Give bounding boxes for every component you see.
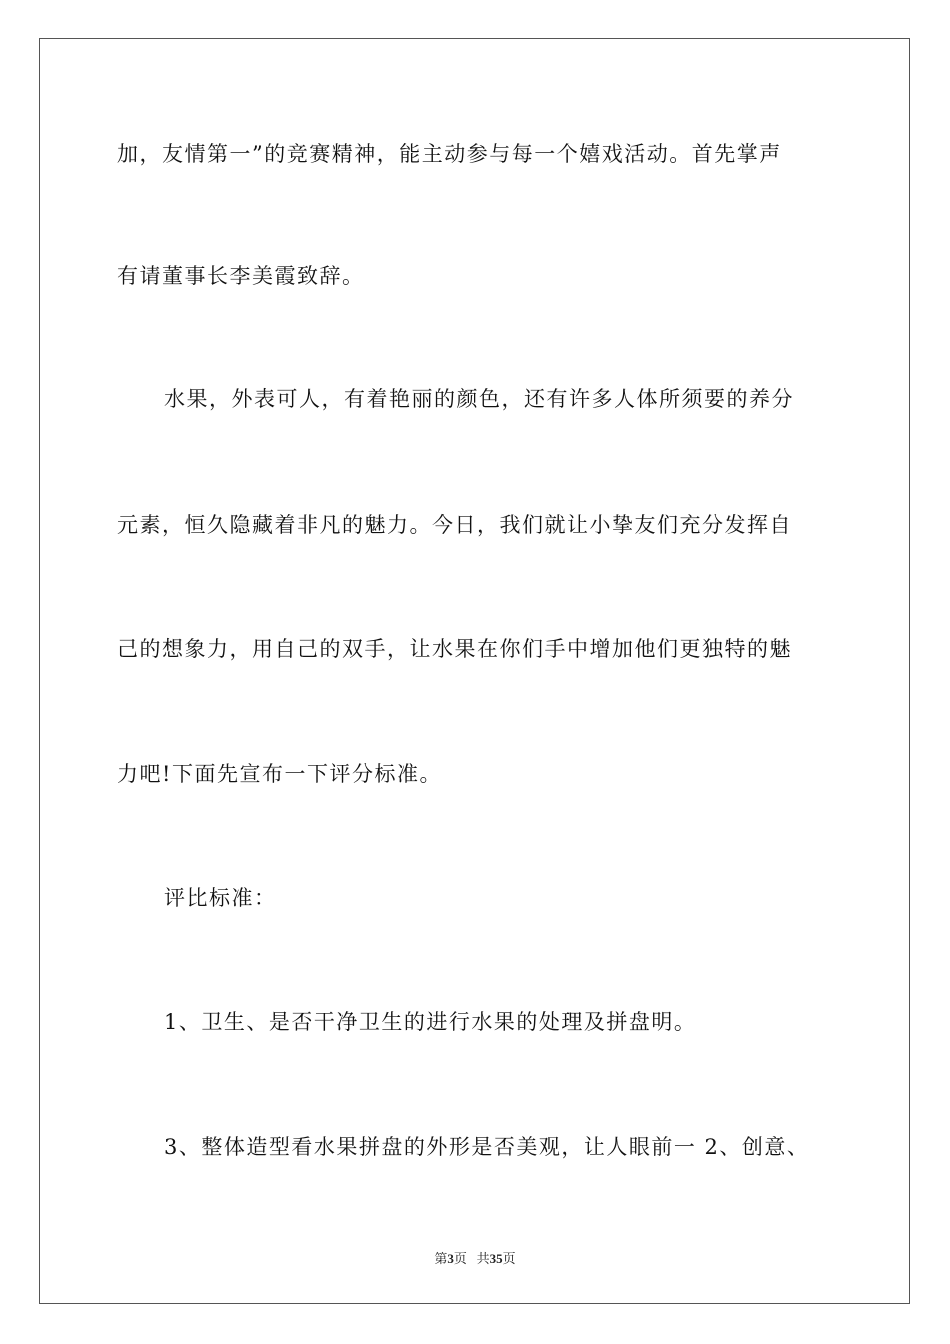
page-prefix: 第	[434, 1251, 448, 1266]
page-number: 3	[447, 1251, 454, 1266]
page-footer	[0, 1248, 950, 1267]
text-line-7: 评比标准：	[164, 886, 277, 910]
page-suffix: 页	[453, 1251, 467, 1266]
total-pages: 35	[489, 1251, 503, 1266]
text-line-5: 己的想象力，用自己的双手，让水果在你们手中增加他们更独特的魅	[117, 637, 792, 661]
text-line-3: 水果，外表可人，有着艳丽的颜色，还有许多人体所须要的养分	[164, 387, 794, 411]
page-border	[39, 38, 910, 1304]
text-line-4: 元素，恒久隐藏着非凡的魅力。今日，我们就让小挚友们充分发挥自	[117, 513, 792, 537]
text-line-1: 加，友情第一”的竞赛精神，能主动参与每一个嬉戏活动。首先掌声	[117, 142, 782, 166]
text-line-8: 1、卫生、是否干净卫生的进行水果的处理及拼盘明。	[164, 1010, 697, 1034]
text-line-2: 有请董事长李美霞致辞。	[117, 264, 365, 288]
total-suffix: 页	[502, 1251, 516, 1266]
text-line-9: 3、整体造型看水果拼盘的外形是否美观，让人眼前一 2、创意、	[164, 1135, 810, 1159]
text-line-6: 力吧!下面先宣布一下评分标准。	[117, 762, 442, 786]
total-prefix: 共	[476, 1251, 490, 1266]
